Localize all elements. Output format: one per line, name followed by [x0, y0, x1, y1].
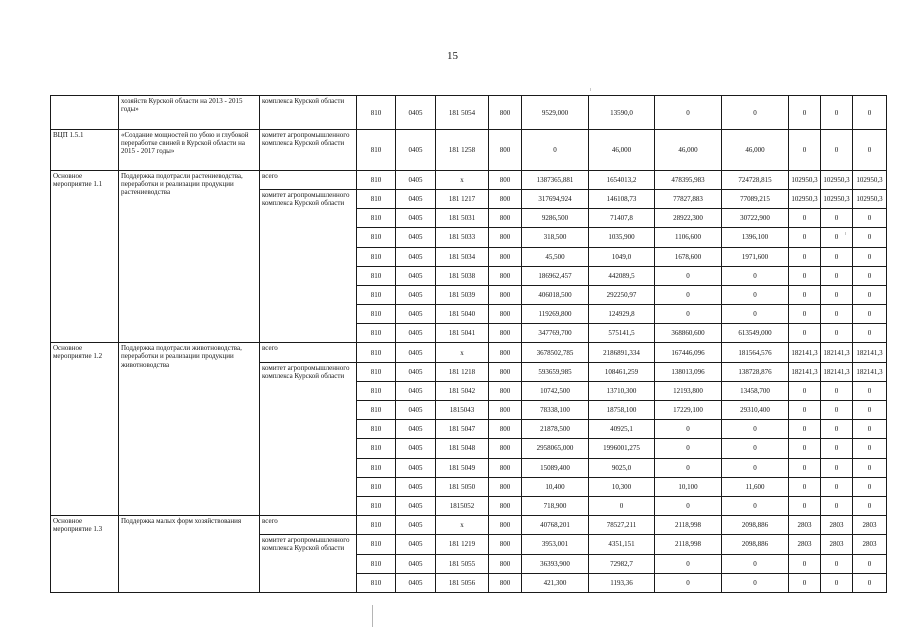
value-cell: 0405	[396, 496, 436, 515]
value-cell: 46,000	[589, 130, 655, 170]
table-row	[51, 170, 887, 189]
value-cell: 575141,5	[589, 324, 655, 343]
value-cell: 0	[853, 285, 887, 304]
value-cell: 800	[489, 343, 522, 362]
scan-margin-mark	[372, 605, 373, 627]
value-cell: 2803	[821, 535, 853, 554]
value-cell: 0	[853, 381, 887, 400]
value-cell: 0	[789, 228, 821, 247]
value-cell: 182141,3	[789, 343, 821, 362]
value-cell: 13710,300	[589, 381, 655, 400]
value-cell: 1035,900	[589, 228, 655, 247]
value-cell: 1678,600	[655, 247, 722, 266]
value-cell: 0	[789, 381, 821, 400]
value-cell: 1815052	[436, 496, 489, 515]
value-cell: 0405	[396, 266, 436, 285]
value-cell: 2118,998	[655, 516, 722, 535]
value-cell: 71407,8	[589, 209, 655, 228]
program-name-cell: хозяйств Курской области на 2013 - 2015 годы»	[119, 96, 260, 130]
value-cell: 800	[489, 439, 522, 458]
value-cell: 810	[357, 96, 396, 130]
value-cell: 10,400	[522, 477, 589, 496]
value-cell: 9529,000	[522, 96, 589, 130]
value-cell: 0	[722, 554, 789, 573]
value-cell: 2803	[853, 535, 887, 554]
value-cell: 181 5048	[436, 439, 489, 458]
value-cell: 0	[853, 247, 887, 266]
value-cell: 0	[821, 401, 853, 420]
table-row	[51, 343, 887, 362]
value-cell: 0	[821, 477, 853, 496]
value-cell: 0	[655, 458, 722, 477]
value-cell: 102950,3	[853, 189, 887, 208]
value-cell: 10742,500	[522, 381, 589, 400]
value-cell: 810	[357, 439, 396, 458]
value-cell: 1971,600	[722, 247, 789, 266]
value-cell: 77827,883	[655, 189, 722, 208]
value-cell: 317694,924	[522, 189, 589, 208]
value-cell: 2186891,334	[589, 343, 655, 362]
value-cell: 1387365,881	[522, 170, 589, 189]
value-cell: 810	[357, 381, 396, 400]
value-cell: 0405	[396, 96, 436, 130]
value-cell: 0	[789, 439, 821, 458]
executor-cell: всего	[260, 516, 357, 535]
value-cell: 0	[853, 324, 887, 343]
value-cell: 21878,500	[522, 420, 589, 439]
value-cell: 0	[655, 496, 722, 515]
value-cell: 800	[489, 209, 522, 228]
value-cell: 12193,800	[655, 381, 722, 400]
value-cell: 36393,900	[522, 554, 589, 573]
value-cell: 613549,000	[722, 324, 789, 343]
value-cell: 18758,100	[589, 401, 655, 420]
program-code-cell	[51, 96, 119, 130]
value-cell: 0	[522, 130, 589, 170]
value-cell: 0	[821, 420, 853, 439]
value-cell: х	[436, 516, 489, 535]
value-cell: 800	[489, 170, 522, 189]
value-cell: 0	[655, 439, 722, 458]
program-code-cell: Основное мероприятие 1.1	[51, 170, 119, 343]
value-cell: 181 5056	[436, 573, 489, 592]
value-cell: 0	[789, 324, 821, 343]
value-cell: 800	[489, 189, 522, 208]
value-cell: 810	[357, 477, 396, 496]
value-cell: 29310,400	[722, 401, 789, 420]
value-cell: 45,500	[522, 247, 589, 266]
value-cell: 2803	[821, 516, 853, 535]
value-cell: 0	[853, 458, 887, 477]
value-cell: 810	[357, 362, 396, 381]
value-cell: 0405	[396, 247, 436, 266]
value-cell: 0405	[396, 362, 436, 381]
value-cell: 13458,700	[722, 381, 789, 400]
value-cell: 138728,876	[722, 362, 789, 381]
value-cell: 0	[789, 266, 821, 285]
value-cell: 0405	[396, 228, 436, 247]
value-cell: 810	[357, 458, 396, 477]
executor-cell: комитет агропромышленного комплекса Курской области	[260, 535, 357, 593]
table-row	[51, 516, 887, 535]
value-cell: 442089,5	[589, 266, 655, 285]
value-cell: 0405	[396, 343, 436, 362]
value-cell: 102950,3	[821, 170, 853, 189]
value-cell: 102950,3	[853, 170, 887, 189]
budget-table	[50, 95, 887, 593]
value-cell: 800	[489, 362, 522, 381]
executor-cell: всего	[260, 343, 357, 362]
value-cell: 800	[489, 535, 522, 554]
value-cell: 0405	[396, 130, 436, 170]
value-cell: 0	[853, 496, 887, 515]
value-cell: 0	[655, 420, 722, 439]
value-cell: 810	[357, 305, 396, 324]
value-cell: 0	[789, 285, 821, 304]
value-cell: 0	[789, 477, 821, 496]
value-cell: 810	[357, 573, 396, 592]
value-cell: 46,000	[655, 130, 722, 170]
value-cell: 800	[489, 381, 522, 400]
value-cell: 181 5050	[436, 477, 489, 496]
value-cell: 810	[357, 285, 396, 304]
value-cell: 3678502,785	[522, 343, 589, 362]
value-cell: 0	[722, 458, 789, 477]
value-cell: 182141,3	[853, 343, 887, 362]
value-cell: 181 1258	[436, 130, 489, 170]
value-cell: 0405	[396, 420, 436, 439]
value-cell: 186962,457	[522, 266, 589, 285]
value-cell: 9286,500	[522, 209, 589, 228]
value-cell: 421,300	[522, 573, 589, 592]
value-cell: 0	[821, 324, 853, 343]
value-cell: 0	[853, 439, 887, 458]
value-cell: 810	[357, 209, 396, 228]
value-cell: х	[436, 343, 489, 362]
value-cell: 0	[655, 266, 722, 285]
value-cell: 0	[655, 554, 722, 573]
value-cell: 0	[821, 305, 853, 324]
value-cell: 182141,3	[821, 362, 853, 381]
value-cell: 810	[357, 170, 396, 189]
value-cell: 800	[489, 285, 522, 304]
value-cell: 1106,600	[655, 228, 722, 247]
value-cell: 0405	[396, 189, 436, 208]
value-cell: 40768,201	[522, 516, 589, 535]
value-cell: 0405	[396, 439, 436, 458]
value-cell: 478395,983	[655, 170, 722, 189]
value-cell: 0	[589, 496, 655, 515]
value-cell: 0	[853, 209, 887, 228]
value-cell: 0	[655, 573, 722, 592]
value-cell: 78338,100	[522, 401, 589, 420]
value-cell: 0	[821, 96, 853, 130]
value-cell: 0405	[396, 477, 436, 496]
value-cell: 0	[821, 439, 853, 458]
value-cell: 0	[821, 381, 853, 400]
value-cell: 0	[722, 305, 789, 324]
value-cell: 182141,3	[821, 343, 853, 362]
value-cell: 0	[722, 573, 789, 592]
value-cell: 0	[722, 496, 789, 515]
value-cell: 146108,73	[589, 189, 655, 208]
value-cell: 181 5040	[436, 305, 489, 324]
value-cell: 46,000	[722, 130, 789, 170]
value-cell: 181 5047	[436, 420, 489, 439]
value-cell: 718,900	[522, 496, 589, 515]
value-cell: 368860,600	[655, 324, 722, 343]
value-cell: 347769,700	[522, 324, 589, 343]
value-cell: 292250,97	[589, 285, 655, 304]
value-cell: 0	[722, 420, 789, 439]
value-cell: 181 1218	[436, 362, 489, 381]
value-cell: 0	[789, 209, 821, 228]
value-cell: 593659,985	[522, 362, 589, 381]
value-cell: 1654013,2	[589, 170, 655, 189]
value-cell: 77089,215	[722, 189, 789, 208]
value-cell: 0	[853, 96, 887, 130]
value-cell: 124929,8	[589, 305, 655, 324]
value-cell: 810	[357, 324, 396, 343]
value-cell: 0405	[396, 458, 436, 477]
value-cell: 800	[489, 554, 522, 573]
value-cell: 9025,0	[589, 458, 655, 477]
value-cell: 181564,576	[722, 343, 789, 362]
value-cell: 181 1217	[436, 189, 489, 208]
value-cell: 0405	[396, 305, 436, 324]
value-cell: 1996001,275	[589, 439, 655, 458]
value-cell: 181 5049	[436, 458, 489, 477]
value-cell: 119269,800	[522, 305, 589, 324]
value-cell: 810	[357, 535, 396, 554]
value-cell: 0	[821, 209, 853, 228]
value-cell: 181 5038	[436, 266, 489, 285]
executor-cell: всего	[260, 170, 357, 189]
value-cell: 318,500	[522, 228, 589, 247]
value-cell: 800	[489, 458, 522, 477]
program-name-cell: «Создание мощностей по убою и глубокой переработке свиней в Курской области на 2015 - 2017 годы»	[119, 130, 260, 170]
value-cell: 2958065,000	[522, 439, 589, 458]
executor-cell: комитет агропромышленного комплекса Курской области	[260, 362, 357, 516]
value-cell: 0405	[396, 381, 436, 400]
value-cell: 0	[722, 96, 789, 130]
value-cell: 10,100	[655, 477, 722, 496]
value-cell: 0	[821, 285, 853, 304]
value-cell: 800	[489, 96, 522, 130]
value-cell: 181 5042	[436, 381, 489, 400]
value-cell: 0	[853, 228, 887, 247]
value-cell: 0405	[396, 535, 436, 554]
value-cell: 0	[821, 247, 853, 266]
value-cell: 0	[789, 496, 821, 515]
value-cell: 2118,998	[655, 535, 722, 554]
value-cell: 11,600	[722, 477, 789, 496]
value-cell: 0	[853, 420, 887, 439]
table-row	[51, 96, 887, 130]
value-cell: 800	[489, 305, 522, 324]
value-cell: 181 1219	[436, 535, 489, 554]
value-cell: 0	[821, 266, 853, 285]
value-cell: 72982,7	[589, 554, 655, 573]
value-cell: 0	[722, 439, 789, 458]
value-cell: 810	[357, 401, 396, 420]
value-cell: 0405	[396, 209, 436, 228]
value-cell: 1815043	[436, 401, 489, 420]
value-cell: 0	[722, 285, 789, 304]
value-cell: 2803	[789, 535, 821, 554]
value-cell: 0405	[396, 554, 436, 573]
value-cell: 810	[357, 247, 396, 266]
value-cell: 0	[821, 496, 853, 515]
value-cell: 0	[853, 130, 887, 170]
value-cell: 167446,096	[655, 343, 722, 362]
value-cell: 0	[655, 305, 722, 324]
scan-speck	[845, 232, 846, 235]
value-cell: 810	[357, 343, 396, 362]
value-cell: 181 5039	[436, 285, 489, 304]
value-cell: 0405	[396, 285, 436, 304]
value-cell: 2803	[789, 516, 821, 535]
value-cell: 0	[789, 573, 821, 592]
value-cell: 0	[853, 266, 887, 285]
value-cell: 102950,3	[821, 189, 853, 208]
value-cell: 810	[357, 496, 396, 515]
value-cell: 800	[489, 573, 522, 592]
value-cell: 800	[489, 496, 522, 515]
value-cell: 810	[357, 189, 396, 208]
value-cell: 0	[655, 96, 722, 130]
value-cell: 0	[821, 458, 853, 477]
value-cell: 181 5054	[436, 96, 489, 130]
value-cell: 3953,001	[522, 535, 589, 554]
value-cell: 0405	[396, 573, 436, 592]
value-cell: 800	[489, 401, 522, 420]
value-cell: 2803	[853, 516, 887, 535]
value-cell: 1049,0	[589, 247, 655, 266]
value-cell: 810	[357, 266, 396, 285]
value-cell: 810	[357, 420, 396, 439]
value-cell: 406018,500	[522, 285, 589, 304]
value-cell: 0	[722, 266, 789, 285]
value-cell: 181 5041	[436, 324, 489, 343]
value-cell: 108461,259	[589, 362, 655, 381]
value-cell: 0	[821, 554, 853, 573]
value-cell: 4351,151	[589, 535, 655, 554]
value-cell: 138013,096	[655, 362, 722, 381]
scan-speck	[590, 88, 591, 91]
value-cell: х	[436, 170, 489, 189]
value-cell: 2098,886	[722, 516, 789, 535]
executor-cell: комитет агропромышленного комплекса Курской области	[260, 189, 357, 343]
value-cell: 0	[821, 130, 853, 170]
value-cell: 810	[357, 228, 396, 247]
value-cell: 1396,100	[722, 228, 789, 247]
program-code-cell: Основное мероприятие 1.2	[51, 343, 119, 516]
page-number: 15	[447, 50, 458, 62]
value-cell: 0	[655, 285, 722, 304]
value-cell: 181 5034	[436, 247, 489, 266]
value-cell: 800	[489, 516, 522, 535]
value-cell: 0405	[396, 170, 436, 189]
value-cell: 810	[357, 554, 396, 573]
value-cell: 800	[489, 266, 522, 285]
program-name-cell: Поддержка подотрасли животноводства, переработки и реализации продукции животноводства	[119, 343, 260, 516]
value-cell: 17229,100	[655, 401, 722, 420]
value-cell: 810	[357, 130, 396, 170]
executor-cell: комплекса Курской области	[260, 96, 357, 130]
value-cell: 0	[853, 554, 887, 573]
value-cell: 800	[489, 228, 522, 247]
value-cell: 0	[789, 247, 821, 266]
value-cell: 13590,0	[589, 96, 655, 130]
value-cell: 0	[821, 573, 853, 592]
program-code-cell: Основное мероприятие 1.3	[51, 516, 119, 593]
value-cell: 181 5031	[436, 209, 489, 228]
value-cell: 0	[789, 401, 821, 420]
value-cell: 0	[853, 305, 887, 324]
value-cell: 0	[789, 96, 821, 130]
value-cell: 30722,900	[722, 209, 789, 228]
value-cell: 182141,3	[853, 362, 887, 381]
value-cell: 102950,3	[789, 170, 821, 189]
value-cell: 0	[789, 130, 821, 170]
value-cell: 181 5033	[436, 228, 489, 247]
value-cell: 800	[489, 477, 522, 496]
value-cell: 15089,400	[522, 458, 589, 477]
value-cell: 800	[489, 420, 522, 439]
value-cell: 0	[853, 573, 887, 592]
value-cell: 10,300	[589, 477, 655, 496]
value-cell: 181 5055	[436, 554, 489, 573]
program-name-cell: Поддержка малых форм хозяйствования	[119, 516, 260, 593]
budget-table-container	[50, 95, 886, 593]
value-cell: 800	[489, 324, 522, 343]
value-cell: 0405	[396, 516, 436, 535]
value-cell: 0	[789, 420, 821, 439]
value-cell: 810	[357, 516, 396, 535]
value-cell: 0	[789, 458, 821, 477]
value-cell: 1193,36	[589, 573, 655, 592]
value-cell: 0405	[396, 401, 436, 420]
executor-cell: комитет агропромышленного комплекса Курской области	[260, 130, 357, 170]
value-cell: 0	[853, 401, 887, 420]
value-cell: 0	[853, 477, 887, 496]
value-cell: 2098,886	[722, 535, 789, 554]
value-cell: 800	[489, 247, 522, 266]
value-cell: 28922,300	[655, 209, 722, 228]
value-cell: 182141,3	[789, 362, 821, 381]
value-cell: 0405	[396, 324, 436, 343]
value-cell: 800	[489, 130, 522, 170]
value-cell: 78527,211	[589, 516, 655, 535]
value-cell: 0	[821, 228, 853, 247]
value-cell: 724728,815	[722, 170, 789, 189]
value-cell: 40925,1	[589, 420, 655, 439]
value-cell: 102950,3	[789, 189, 821, 208]
program-code-cell: ВЦП 1.5.1	[51, 130, 119, 170]
table-row	[51, 130, 887, 170]
program-name-cell: Поддержка подотрасли растениеводства, переработки и реализации продукции растениеводства	[119, 170, 260, 343]
value-cell: 0	[789, 305, 821, 324]
value-cell: 0	[789, 554, 821, 573]
